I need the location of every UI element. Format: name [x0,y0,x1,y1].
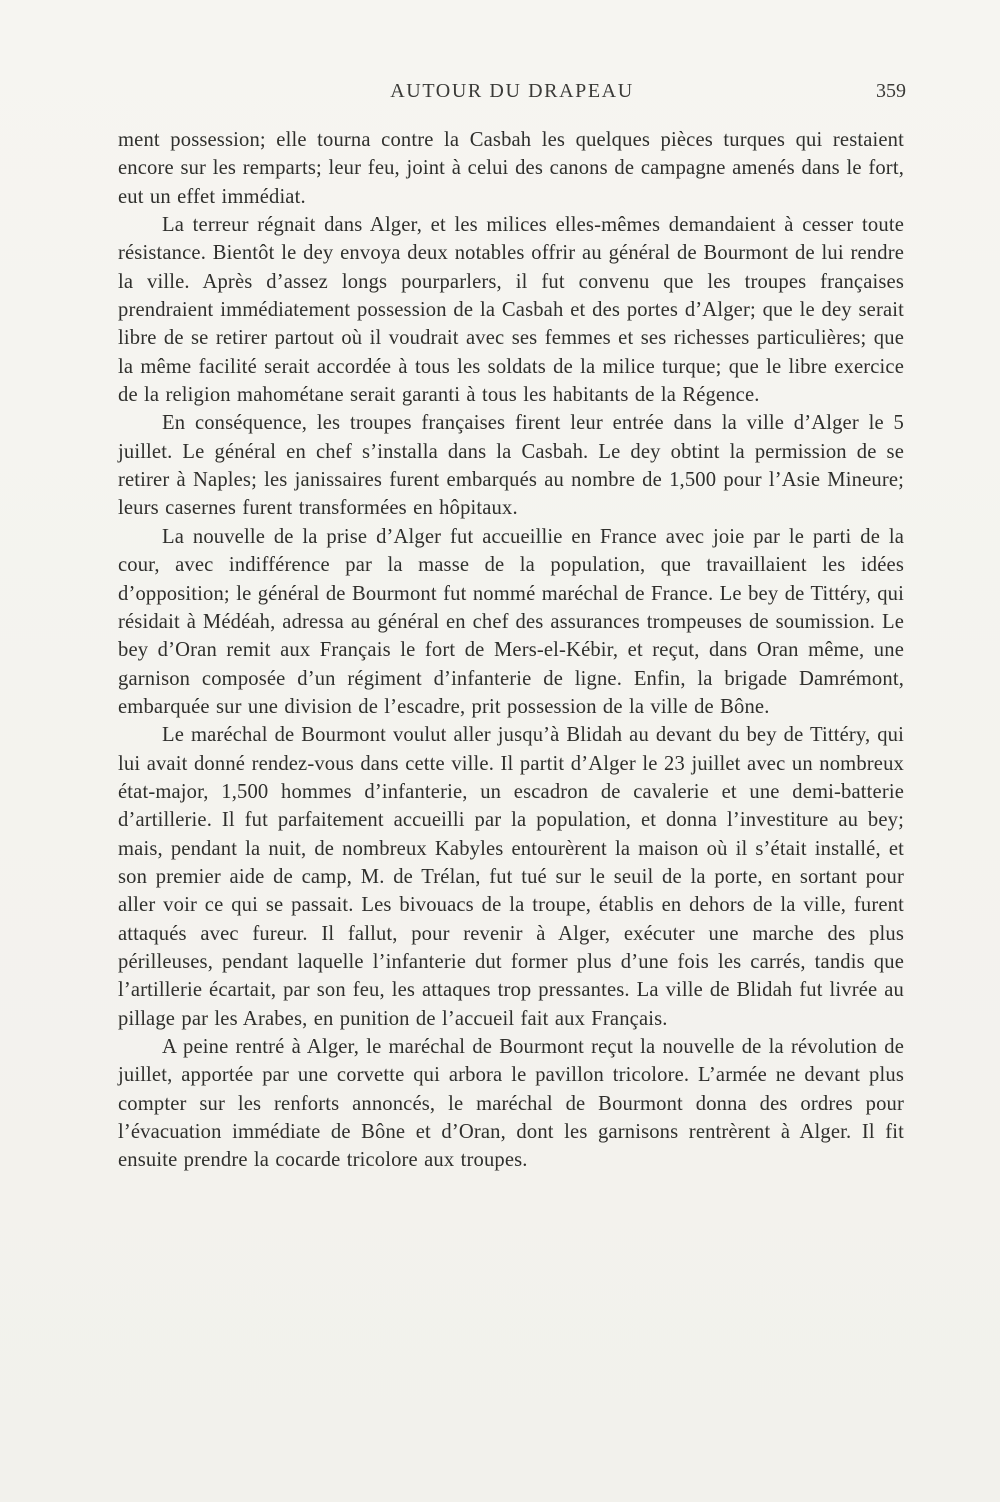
page-number: 359 [876,80,906,102]
paragraph: Le maréchal de Bourmont voulut aller jusqu’à Blidah au devant du bey de Tittéry, qui lui avait donné rendez-vous dans cette ville. Il partit d’Alger le 23 juillet avec un nombreux état-major, 1,500 hommes d’infanterie, un escadron de cavalerie et une demi-batterie d’artillerie. Il fut parfaitement accueilli par la population, et donna l’investiture au bey; mais, pendant la nuit, de nombreux Kabyles entourèrent la maison où il s’était installé, et son premier aide de camp, M. de Trélan, fut tué sur le seuil de la porte, en sortant pour aller voir ce qui se passait. Les bivouacs de la troupe, établis en dehors de la ville, furent attaqués avec fureur. Il fallut, pour revenir à Alger, exécuter une marche des plus périlleuses, pendant laquelle l’infanterie dut former plus d’une fois les carrés, tandis que l’artillerie écartait, par son feu, les attaques trop pressantes. La ville de Blidah fut livrée au pillage par les Arabes, en punition de l’accueil fait aux Français. [118,724,904,1030]
paragraph: La nouvelle de la prise d’Alger fut accueillie en France avec joie par le parti de la cour, avec indifférence par la masse de la population, que travaillaient les idées d’opposition; le général de Bourmont fut nommé maréchal de France. Le bey de Tittéry, qui résidait à Médéah, adressa au général en chef des assurances trompeuses de soumission. Le bey d’Oran remit aux Français le fort de Mers-el-Kébir, et reçut, dans Oran même, une garnison composée d’un régiment d’infanterie de ligne. Enfin, la brigade Damrémont, embarquée sur une division de l’escadre, prit possession de la ville de Bône. [118,525,904,718]
running-title: AUTOUR DU DRAPEAU [390,80,634,102]
paragraph: En conséquence, les troupes françaises firent leur entrée dans la ville d’Alger le 5 juillet. Le général en chef s’installa dans la Casbah. Le dey obtint la permission de se retirer à Naples; les janissaires furent embarqués au nombre de 1,500 pour l’Asie Mineure; leurs casernes furent transformées en hôpitaux. [118,412,904,520]
paragraph: A peine rentré à Alger, le maréchal de Bourmont reçut la nouvelle de la révolution de juillet, apportée par une corvette qui arbora le pavillon tricolore. L’armée ne devant plus compter sur les renforts annoncés, le maréchal de Bourmont donna des ordres pour l’évacuation immédiate de Bône et d’Oran, dont les garnisons rentrèrent à Alger. Il fit ensuite prendre la cocarde tricolore aux troupes. [118,1036,904,1172]
running-head [118,80,906,108]
body-text [118,126,904,1175]
paragraph: La terreur régnait dans Alger, et les milices elles-mêmes demandaient à cesser toute résistance. Bientôt le dey envoya deux notables offrir au général de Bourmont de lui rendre la ville. Après d’assez longs pourparlers, il fut convenu que les troupes françaises prendraient immédiatement possession de la Casbah et des portes d’Alger; que le dey serait libre de se retirer partout où il voudrait avec ses femmes et ses richesses particulières; que la même facilité serait accordée à tous les soldats de la milice turque; que le libre exercice de la religion mahométane serait garanti à tous les habitants de la Régence. [118,214,904,407]
paragraph-continuation: ment possession; elle tourna contre la Casbah les quelques pièces turques qui restaient encore sur les remparts; leur feu, joint à celui des canons de campagne amenés dans le fort, eut un effet immédiat. [118,129,904,208]
